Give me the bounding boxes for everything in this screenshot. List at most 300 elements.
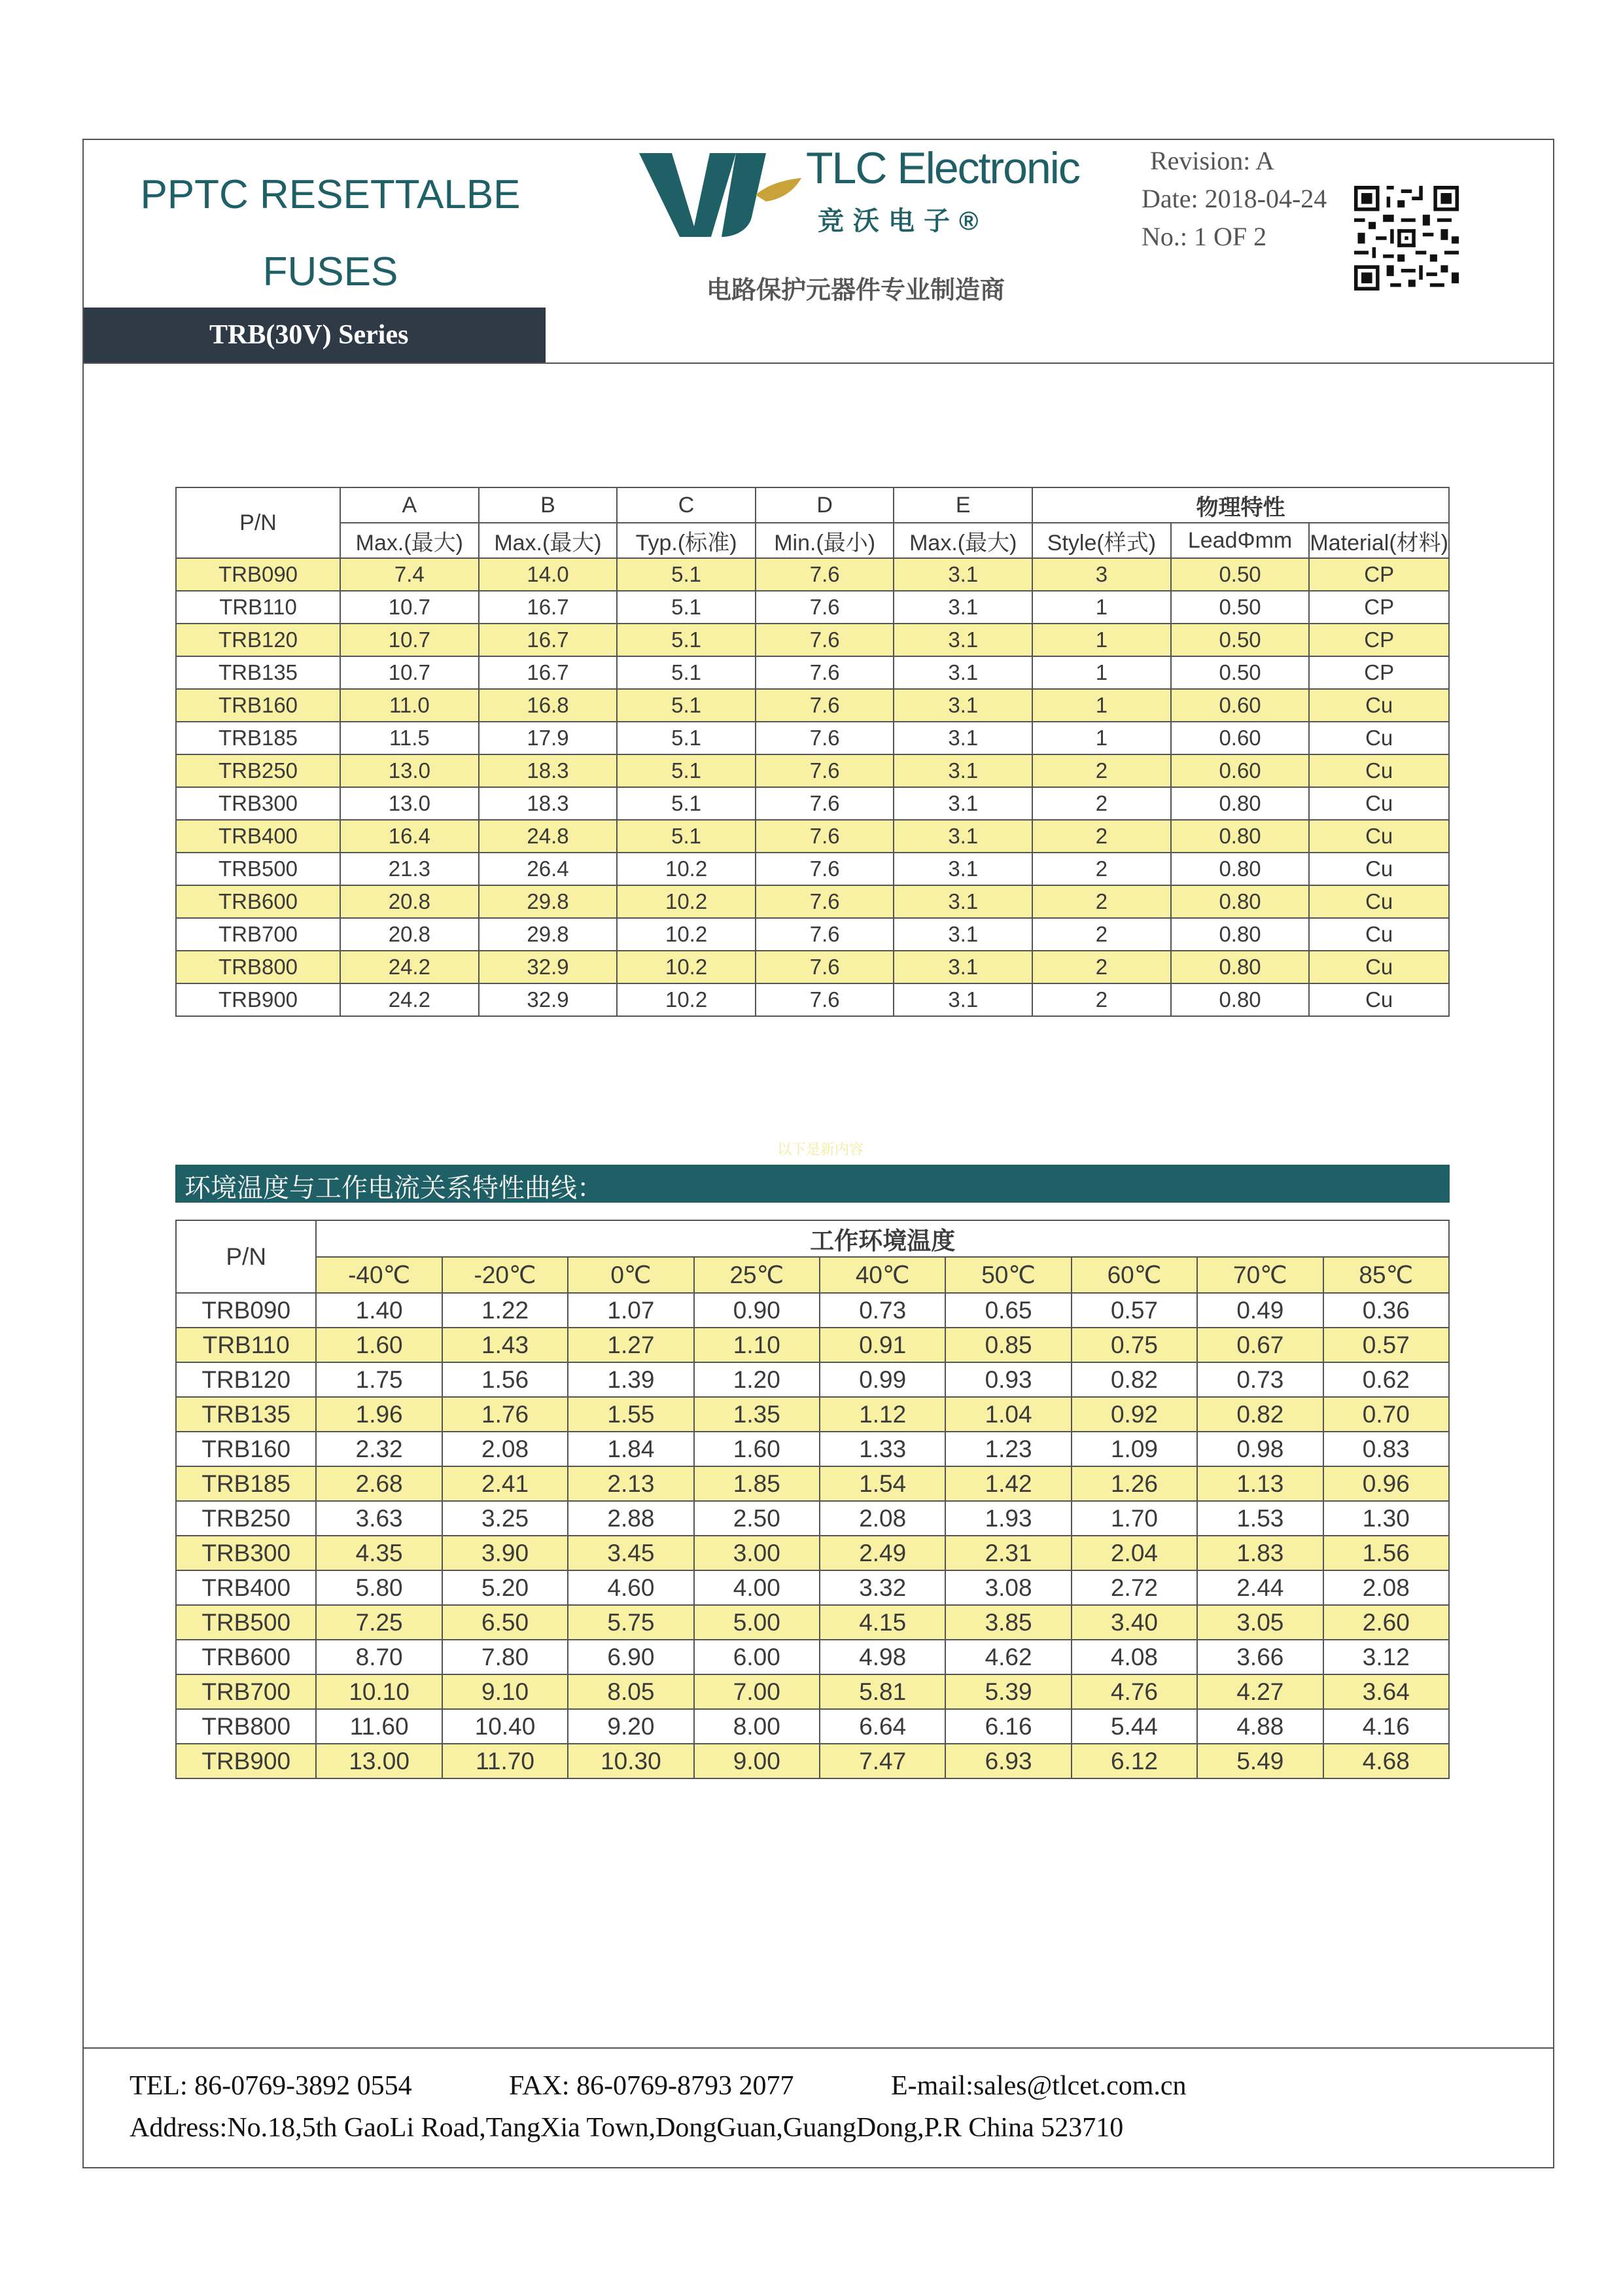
- table-cell: 5.39: [945, 1674, 1071, 1709]
- table-cell: 7.6: [756, 951, 894, 983]
- col-b-subheader: Max.(最大): [479, 523, 618, 558]
- table-cell: 1.10: [694, 1328, 820, 1362]
- derating-row: [176, 1605, 1449, 1640]
- part-number-cell: TRB600: [176, 885, 340, 918]
- part-number-cell: TRB160: [176, 689, 340, 722]
- qr-code-icon: [1354, 186, 1459, 291]
- table-cell: 0.83: [1323, 1432, 1449, 1466]
- table-cell: 7.6: [756, 787, 894, 820]
- table-cell: 29.8: [479, 918, 618, 951]
- table-cell: 0.60: [1171, 754, 1310, 787]
- table-cell: 2: [1032, 787, 1171, 820]
- dimensions-table: [175, 487, 1450, 1017]
- table-cell: 32.9: [479, 983, 618, 1016]
- derating-row: [176, 1328, 1449, 1362]
- table-cell: 5.20: [442, 1570, 568, 1605]
- table-cell: 20.8: [340, 918, 479, 951]
- table-cell: 0.80: [1171, 787, 1310, 820]
- table-cell: 5.1: [617, 591, 756, 624]
- table-cell: 16.7: [479, 656, 618, 689]
- table-cell: 4.15: [820, 1605, 945, 1640]
- temperature-header: 50℃: [945, 1257, 1071, 1293]
- table-cell: 0.93: [945, 1362, 1071, 1397]
- part-number-cell: TRB250: [176, 1501, 316, 1536]
- table-cell: 2.60: [1323, 1605, 1449, 1640]
- derating-row: [176, 1674, 1449, 1709]
- table-cell: 0.85: [945, 1328, 1071, 1362]
- table-cell: 10.2: [617, 918, 756, 951]
- derating-table: [175, 1220, 1450, 1779]
- footer-divider: [82, 2047, 1554, 2049]
- physical-properties-header: 物理特性: [1032, 487, 1449, 523]
- table-cell: Cu: [1309, 885, 1449, 918]
- part-number-cell: TRB250: [176, 754, 340, 787]
- table-cell: 10.2: [617, 951, 756, 983]
- table-cell: 7.00: [694, 1674, 820, 1709]
- table-cell: 6.93: [945, 1744, 1071, 1778]
- lead-subheader: LeadΦmm: [1171, 523, 1310, 558]
- table-cell: 0.92: [1072, 1397, 1197, 1432]
- table-cell: 0.75: [1072, 1328, 1197, 1362]
- table-cell: 4.68: [1323, 1744, 1449, 1778]
- table-cell: 10.7: [340, 656, 479, 689]
- table-cell: 10.7: [340, 591, 479, 624]
- table-cell: 7.47: [820, 1744, 945, 1778]
- table-cell: 1.56: [442, 1362, 568, 1397]
- table-cell: 29.8: [479, 885, 618, 918]
- table-cell: 7.6: [756, 754, 894, 787]
- table-cell: 3.00: [694, 1536, 820, 1570]
- table-cell: 7.80: [442, 1640, 568, 1674]
- table-cell: 1.53: [1197, 1501, 1323, 1536]
- table-cell: 3.1: [894, 853, 1032, 885]
- table-cell: 21.3: [340, 853, 479, 885]
- part-number-cell: TRB600: [176, 1640, 316, 1674]
- table-cell: 24.2: [340, 983, 479, 1016]
- dimensions-header-row: [176, 487, 1449, 523]
- derating-row: [176, 1536, 1449, 1570]
- dimensions-row: [176, 558, 1449, 591]
- table-cell: 5.00: [694, 1605, 820, 1640]
- table-cell: 16.4: [340, 820, 479, 853]
- table-cell: 1.55: [568, 1397, 693, 1432]
- temperature-header: -40℃: [316, 1257, 442, 1293]
- table-cell: 18.3: [479, 754, 618, 787]
- table-cell: 1.42: [945, 1466, 1071, 1501]
- table-cell: 4.98: [820, 1640, 945, 1674]
- table-cell: 3.08: [945, 1570, 1071, 1605]
- table-cell: 0.82: [1197, 1397, 1323, 1432]
- table-cell: 2.08: [1323, 1570, 1449, 1605]
- temperature-header: 60℃: [1072, 1257, 1197, 1293]
- table-cell: 0.98: [1197, 1432, 1323, 1466]
- table-cell: 3.66: [1197, 1640, 1323, 1674]
- table-cell: 17.9: [479, 722, 618, 754]
- table-cell: 3.1: [894, 656, 1032, 689]
- table-cell: 10.30: [568, 1744, 693, 1778]
- table-cell: Cu: [1309, 983, 1449, 1016]
- dimensions-row: [176, 853, 1449, 885]
- table-cell: 6.90: [568, 1640, 693, 1674]
- part-number-cell: TRB700: [176, 918, 340, 951]
- dimensions-row: [176, 983, 1449, 1016]
- table-cell: Cu: [1309, 689, 1449, 722]
- table-cell: 6.16: [945, 1709, 1071, 1744]
- table-cell: Cu: [1309, 918, 1449, 951]
- table-cell: 7.6: [756, 689, 894, 722]
- table-cell: 1: [1032, 656, 1171, 689]
- table-cell: 3.1: [894, 558, 1032, 591]
- brand-slogan: 电路保护元器件专业制造商: [707, 277, 1005, 304]
- temperature-header-row: [176, 1257, 1449, 1293]
- table-cell: 1.12: [820, 1397, 945, 1432]
- col-e-subheader: Max.(最大): [894, 523, 1032, 558]
- temperature-header: -20℃: [442, 1257, 568, 1293]
- table-cell: 4.00: [694, 1570, 820, 1605]
- table-cell: 1.26: [1072, 1466, 1197, 1501]
- table-cell: 1.93: [945, 1501, 1071, 1536]
- col-d-header: D: [756, 487, 894, 523]
- table-cell: 0.96: [1323, 1466, 1449, 1501]
- table-cell: 6.50: [442, 1605, 568, 1640]
- table-cell: 16.8: [479, 689, 618, 722]
- table-cell: 1.33: [820, 1432, 945, 1466]
- table-cell: 3.45: [568, 1536, 693, 1570]
- table-cell: 3.63: [316, 1501, 442, 1536]
- table-cell: 1.60: [316, 1328, 442, 1362]
- table-cell: 7.6: [756, 820, 894, 853]
- table-cell: 0.50: [1171, 624, 1310, 656]
- table-cell: 9.00: [694, 1744, 820, 1778]
- table-cell: 0.80: [1171, 918, 1310, 951]
- table-cell: 0.73: [820, 1293, 945, 1328]
- dimensions-row: [176, 787, 1449, 820]
- footer-address: Address:No.18,5th GaoLi Road,TangXia Town,DongGuan,GuangDong,P.R China 523710: [130, 2113, 1124, 2143]
- table-cell: 5.1: [617, 787, 756, 820]
- table-cell: 1.54: [820, 1466, 945, 1501]
- col-a-subheader: Max.(最大): [340, 523, 479, 558]
- temperature-header: 25℃: [694, 1257, 820, 1293]
- series-label: TRB(30V) Series: [209, 320, 409, 350]
- table-cell: 0.57: [1323, 1328, 1449, 1362]
- table-cell: 6.12: [1072, 1744, 1197, 1778]
- table-cell: 0.80: [1171, 820, 1310, 853]
- table-cell: 16.7: [479, 624, 618, 656]
- table-cell: 9.20: [568, 1709, 693, 1744]
- table-cell: 3.1: [894, 591, 1032, 624]
- part-number-cell: TRB120: [176, 624, 340, 656]
- part-number-cell: TRB800: [176, 1709, 316, 1744]
- table-cell: 0.80: [1171, 885, 1310, 918]
- table-cell: 3.1: [894, 689, 1032, 722]
- table-cell: 0.62: [1323, 1362, 1449, 1397]
- table-cell: Cu: [1309, 820, 1449, 853]
- ambient-temperature-header: 工作环境温度: [316, 1220, 1449, 1257]
- table-cell: 18.3: [479, 787, 618, 820]
- table-cell: 3.1: [894, 754, 1032, 787]
- table-cell: 3.1: [894, 722, 1032, 754]
- table-cell: 11.5: [340, 722, 479, 754]
- table-cell: 3.12: [1323, 1640, 1449, 1674]
- table-cell: 8.05: [568, 1674, 693, 1709]
- table-cell: 0.73: [1197, 1362, 1323, 1397]
- table-cell: Cu: [1309, 754, 1449, 787]
- table-cell: 1.75: [316, 1362, 442, 1397]
- table-cell: 1.60: [694, 1432, 820, 1466]
- table-cell: 1.70: [1072, 1501, 1197, 1536]
- table-cell: 13.0: [340, 787, 479, 820]
- part-number-cell: TRB500: [176, 853, 340, 885]
- dimensions-row: [176, 689, 1449, 722]
- table-cell: 2: [1032, 754, 1171, 787]
- table-cell: 1.85: [694, 1466, 820, 1501]
- temperature-header: 0℃: [568, 1257, 693, 1293]
- table-cell: 1.27: [568, 1328, 693, 1362]
- part-number-cell: TRB135: [176, 1397, 316, 1432]
- table-cell: 1.07: [568, 1293, 693, 1328]
- table-cell: 2.04: [1072, 1536, 1197, 1570]
- table-cell: Cu: [1309, 853, 1449, 885]
- table-cell: 1.39: [568, 1362, 693, 1397]
- table-cell: 0.90: [694, 1293, 820, 1328]
- part-number-cell: TRB110: [176, 1328, 316, 1362]
- revision-label: Revision: A: [1150, 146, 1275, 175]
- table-cell: 3.1: [894, 624, 1032, 656]
- table-cell: 7.6: [756, 591, 894, 624]
- table-cell: 4.16: [1323, 1709, 1449, 1744]
- table-cell: 2.13: [568, 1466, 693, 1501]
- table-cell: 1: [1032, 591, 1171, 624]
- table-cell: 1: [1032, 722, 1171, 754]
- table-cell: 11.70: [442, 1744, 568, 1778]
- part-number-cell: TRB900: [176, 983, 340, 1016]
- derating-row: [176, 1432, 1449, 1466]
- table-cell: 0.60: [1171, 689, 1310, 722]
- derating-row: [176, 1362, 1449, 1397]
- table-cell: 9.10: [442, 1674, 568, 1709]
- table-cell: 7.25: [316, 1605, 442, 1640]
- table-cell: 20.8: [340, 885, 479, 918]
- table-cell: 7.6: [756, 918, 894, 951]
- dimensions-row: [176, 885, 1449, 918]
- footer-fax: FAX: 86-0769-8793 2077: [509, 2071, 794, 2101]
- table-cell: 4.60: [568, 1570, 693, 1605]
- derating-row: [176, 1466, 1449, 1501]
- table-cell: 5.1: [617, 722, 756, 754]
- table-cell: 10.7: [340, 624, 479, 656]
- table-cell: 1.23: [945, 1432, 1071, 1466]
- table-cell: 2.49: [820, 1536, 945, 1570]
- dimensions-row: [176, 624, 1449, 656]
- header-divider: [82, 362, 1554, 364]
- table-cell: 0.67: [1197, 1328, 1323, 1362]
- table-cell: 5.1: [617, 558, 756, 591]
- part-number-cell: TRB185: [176, 722, 340, 754]
- col-a-header: A: [340, 487, 479, 523]
- table-cell: 1.20: [694, 1362, 820, 1397]
- table-cell: 13.0: [340, 754, 479, 787]
- table-cell: 5.1: [617, 820, 756, 853]
- table-cell: 1.09: [1072, 1432, 1197, 1466]
- derating-row: [176, 1744, 1449, 1778]
- table-cell: 3.1: [894, 918, 1032, 951]
- part-number-cell: TRB800: [176, 951, 340, 983]
- part-number-cell: TRB400: [176, 820, 340, 853]
- table-cell: 3.1: [894, 787, 1032, 820]
- brand-name: TLC Electronic: [806, 143, 1079, 193]
- derating-header-row: [176, 1220, 1449, 1257]
- table-cell: 7.6: [756, 656, 894, 689]
- table-cell: 5.81: [820, 1674, 945, 1709]
- table-cell: 1.43: [442, 1328, 568, 1362]
- table-cell: 2.44: [1197, 1570, 1323, 1605]
- table-cell: 26.4: [479, 853, 618, 885]
- table-cell: 3: [1032, 558, 1171, 591]
- table-cell: 0.57: [1072, 1293, 1197, 1328]
- table-cell: 3.1: [894, 820, 1032, 853]
- dimensions-row: [176, 722, 1449, 754]
- table-cell: 5.1: [617, 754, 756, 787]
- table-cell: 3.64: [1323, 1674, 1449, 1709]
- part-number-cell: TRB900: [176, 1744, 316, 1778]
- table-cell: 2: [1032, 820, 1171, 853]
- table-cell: Cu: [1309, 951, 1449, 983]
- table-cell: 2: [1032, 918, 1171, 951]
- faint-mark: 以下是新内容: [777, 1141, 864, 1157]
- brand-name-cn: 竞沃电子®: [818, 207, 988, 236]
- part-number-cell: TRB135: [176, 656, 340, 689]
- table-cell: 0.50: [1171, 558, 1310, 591]
- table-cell: 1.22: [442, 1293, 568, 1328]
- table-cell: 32.9: [479, 951, 618, 983]
- table-cell: 2.08: [442, 1432, 568, 1466]
- table-cell: 5.1: [617, 656, 756, 689]
- part-number-cell: TRB300: [176, 787, 340, 820]
- table-cell: 7.6: [756, 722, 894, 754]
- table-cell: 3.90: [442, 1536, 568, 1570]
- table-cell: 4.76: [1072, 1674, 1197, 1709]
- table-cell: 5.1: [617, 624, 756, 656]
- table-cell: 4.35: [316, 1536, 442, 1570]
- derating-row: [176, 1640, 1449, 1674]
- table-cell: 7.6: [756, 853, 894, 885]
- table-cell: CP: [1309, 558, 1449, 591]
- table-cell: CP: [1309, 624, 1449, 656]
- table-cell: 16.7: [479, 591, 618, 624]
- derating-row: [176, 1709, 1449, 1744]
- dimensions-row: [176, 754, 1449, 787]
- table-cell: 1.40: [316, 1293, 442, 1328]
- part-number-cell: TRB090: [176, 1293, 316, 1328]
- table-cell: 2.32: [316, 1432, 442, 1466]
- part-number-cell: TRB700: [176, 1674, 316, 1709]
- dimensions-row: [176, 918, 1449, 951]
- table-cell: 3.1: [894, 983, 1032, 1016]
- part-number-cell: TRB090: [176, 558, 340, 591]
- table-cell: 1: [1032, 624, 1171, 656]
- table-cell: 3.40: [1072, 1605, 1197, 1640]
- derating-row: [176, 1570, 1449, 1605]
- table-cell: 5.80: [316, 1570, 442, 1605]
- dimensions-row: [176, 951, 1449, 983]
- table-cell: 5.1: [617, 689, 756, 722]
- table-cell: 1.84: [568, 1432, 693, 1466]
- col-c-header: C: [617, 487, 756, 523]
- col-e-header: E: [894, 487, 1032, 523]
- dimensions-row: [176, 656, 1449, 689]
- pn-header: P/N: [176, 1220, 316, 1293]
- table-cell: 4.62: [945, 1640, 1071, 1674]
- table-cell: 7.6: [756, 558, 894, 591]
- table-cell: 0.80: [1171, 983, 1310, 1016]
- table-cell: 0.60: [1171, 722, 1310, 754]
- table-cell: 14.0: [479, 558, 618, 591]
- derating-row: [176, 1293, 1449, 1328]
- table-cell: 3.32: [820, 1570, 945, 1605]
- dimensions-row: [176, 591, 1449, 624]
- table-cell: 2.31: [945, 1536, 1071, 1570]
- temperature-header: 70℃: [1197, 1257, 1323, 1293]
- derating-row: [176, 1397, 1449, 1432]
- temperature-header: 85℃: [1323, 1257, 1449, 1293]
- dimensions-subheader-row: [176, 523, 1449, 558]
- table-cell: Cu: [1309, 722, 1449, 754]
- table-cell: 3.1: [894, 885, 1032, 918]
- table-cell: 4.88: [1197, 1709, 1323, 1744]
- table-cell: 6.64: [820, 1709, 945, 1744]
- part-number-cell: TRB120: [176, 1362, 316, 1397]
- table-cell: 0.91: [820, 1328, 945, 1362]
- part-number-cell: TRB160: [176, 1432, 316, 1466]
- table-cell: Cu: [1309, 787, 1449, 820]
- part-number-cell: TRB185: [176, 1466, 316, 1501]
- document-title-line1: PPTC RESETTALBE: [140, 172, 521, 217]
- table-cell: 5.44: [1072, 1709, 1197, 1744]
- table-cell: 2.88: [568, 1501, 693, 1536]
- table-cell: 2.72: [1072, 1570, 1197, 1605]
- table-cell: 0.65: [945, 1293, 1071, 1328]
- table-cell: 2: [1032, 983, 1171, 1016]
- table-cell: 2.08: [820, 1501, 945, 1536]
- col-d-subheader: Min.(最小): [756, 523, 894, 558]
- table-cell: 10.2: [617, 853, 756, 885]
- table-cell: 3.25: [442, 1501, 568, 1536]
- table-cell: CP: [1309, 656, 1449, 689]
- table-cell: 7.6: [756, 624, 894, 656]
- footer-email: E-mail:sales@tlcet.com.cn: [891, 2071, 1187, 2101]
- table-cell: 0.36: [1323, 1293, 1449, 1328]
- document-title-line2: FUSES: [262, 249, 398, 294]
- derating-row: [176, 1501, 1449, 1536]
- table-cell: 10.10: [316, 1674, 442, 1709]
- table-cell: 2.68: [316, 1466, 442, 1501]
- table-cell: 1.30: [1323, 1501, 1449, 1536]
- table-cell: 7.6: [756, 983, 894, 1016]
- table-cell: 10.40: [442, 1709, 568, 1744]
- table-cell: 1.56: [1323, 1536, 1449, 1570]
- table-cell: 5.49: [1197, 1744, 1323, 1778]
- part-number-cell: TRB400: [176, 1570, 316, 1605]
- table-cell: 0.49: [1197, 1293, 1323, 1328]
- table-cell: 24.8: [479, 820, 618, 853]
- table-cell: 5.75: [568, 1605, 693, 1640]
- table-cell: 7.6: [756, 885, 894, 918]
- table-cell: 4.08: [1072, 1640, 1197, 1674]
- col-b-header: B: [479, 487, 618, 523]
- date-label: Date: 2018-04-24: [1142, 184, 1327, 213]
- table-cell: 13.00: [316, 1744, 442, 1778]
- table-cell: 1.83: [1197, 1536, 1323, 1570]
